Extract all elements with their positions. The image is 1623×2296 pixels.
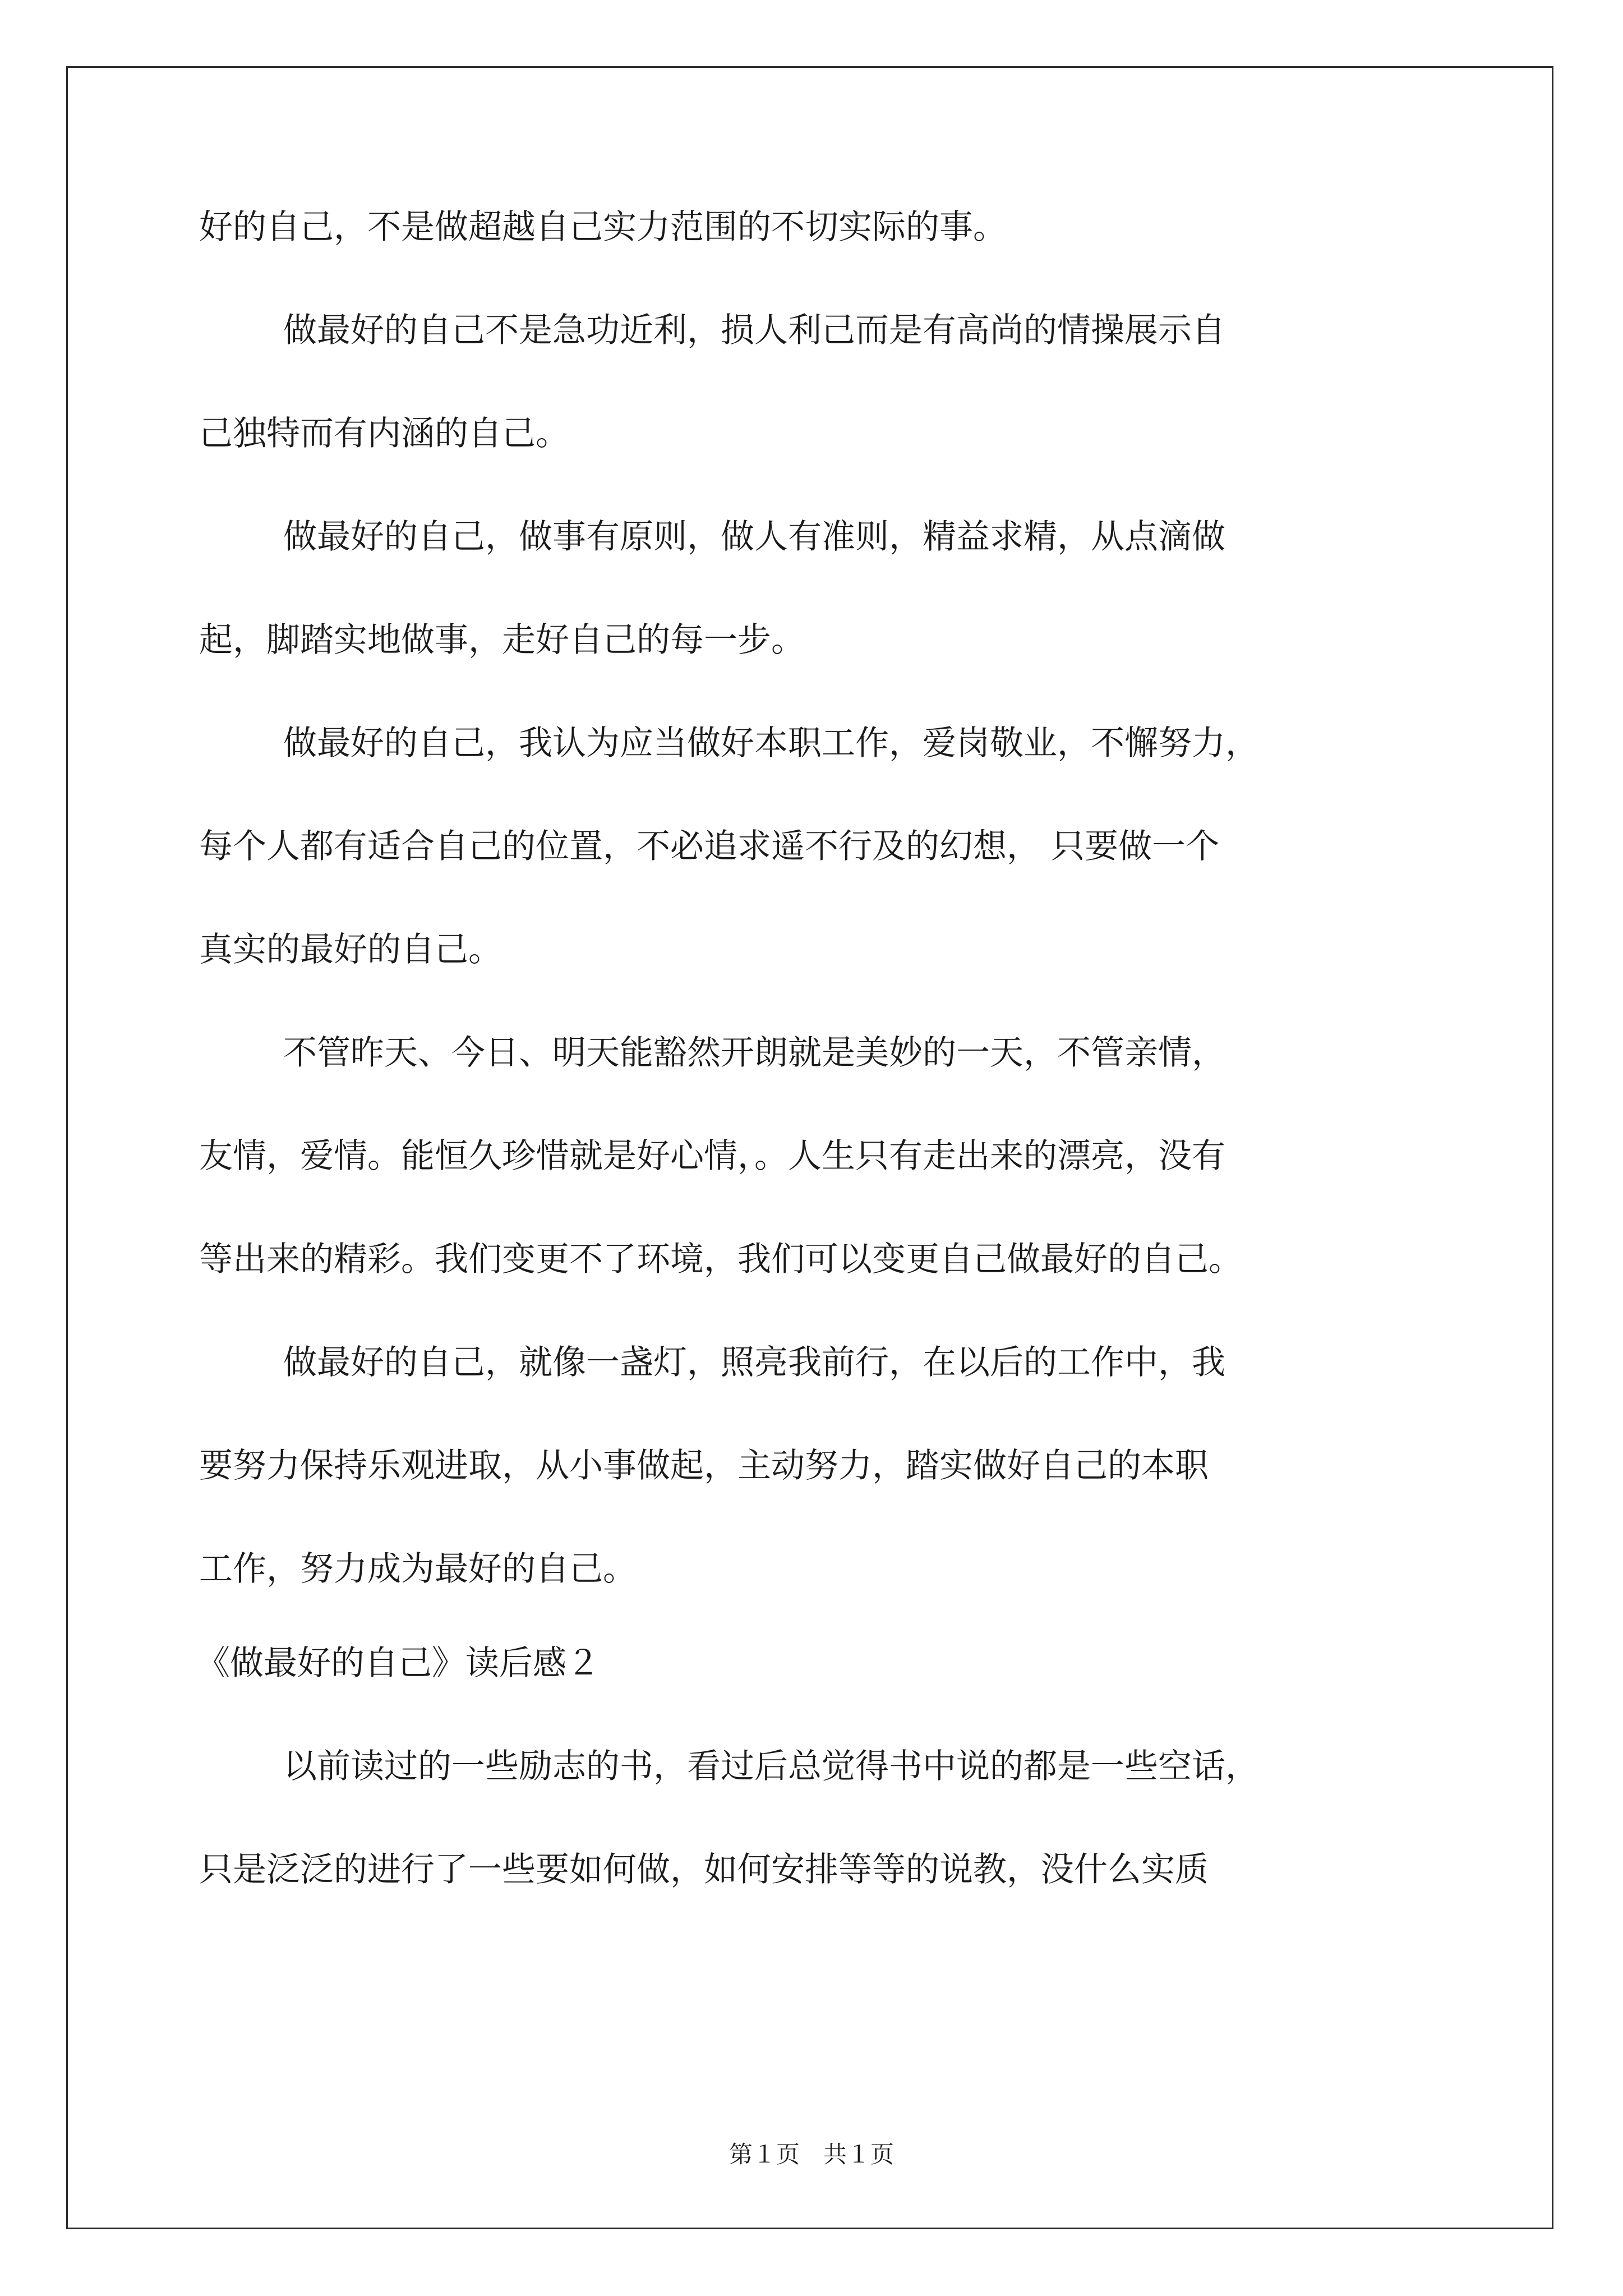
paragraph-line: 做最好的自己，就像一盏灯，照亮我前行，在以后的工作中，我 <box>283 1343 1225 1382</box>
paragraph-line: 做最好的自己，做事有原则，做人有准则，精益求精，从点滴做 <box>283 517 1225 556</box>
paragraph-line: 己独特而有内涵的自己。 <box>199 414 569 453</box>
paragraph-line: 等出来的精彩。我们变更不了环境，我们可以变更自己做最好的自己。 <box>199 1240 1242 1279</box>
page-footer: 第１页 共１页 <box>728 2141 894 2168</box>
paragraph-line: 起，脚踏实地做事，走好自己的每一步。 <box>199 620 805 660</box>
paragraph-line: 工作，努力成为最好的自己。 <box>199 1549 637 1589</box>
paragraph-line: 做最好的自己不是急功近利，损人利己而是有高尚的情操展示自 <box>283 311 1225 350</box>
paragraph-line: 不管昨天、今日、明天能豁然开朗就是美妙的一天，不管亲情， <box>283 1033 1225 1073</box>
paragraph-line: 每个人都有适合自己的位置，不必追求遥不行及的幻想， 只要做一个 <box>199 827 1220 866</box>
paragraph-line: 友情，爱情。能恒久珍惜就是好心情，。人生只有走出来的漂亮，没有 <box>199 1137 1225 1176</box>
paragraph-line: 真实的最好的自己。 <box>199 930 502 969</box>
paragraph-line: 以前读过的一些励志的书，看过后总觉得书中说的都是一些空话， <box>283 1747 1259 1786</box>
paragraph-line: 好的自己，不是做超越自己实力范围的不切实际的事。 <box>199 208 1007 247</box>
paragraph-line: 要努力保持乐观进取，从小事做起，主动努力，踏实做好自己的本职 <box>199 1446 1209 1485</box>
paragraph-line: 只是泛泛的进行了一些要如何做，如何安排等等的说教，没什么实质 <box>199 1850 1209 1889</box>
paragraph-line: 做最好的自己，我认为应当做好本职工作，爱岗敬业，不懈努力， <box>283 724 1259 763</box>
section-heading: 《做最好的自己》读后感２ <box>196 1644 600 1683</box>
